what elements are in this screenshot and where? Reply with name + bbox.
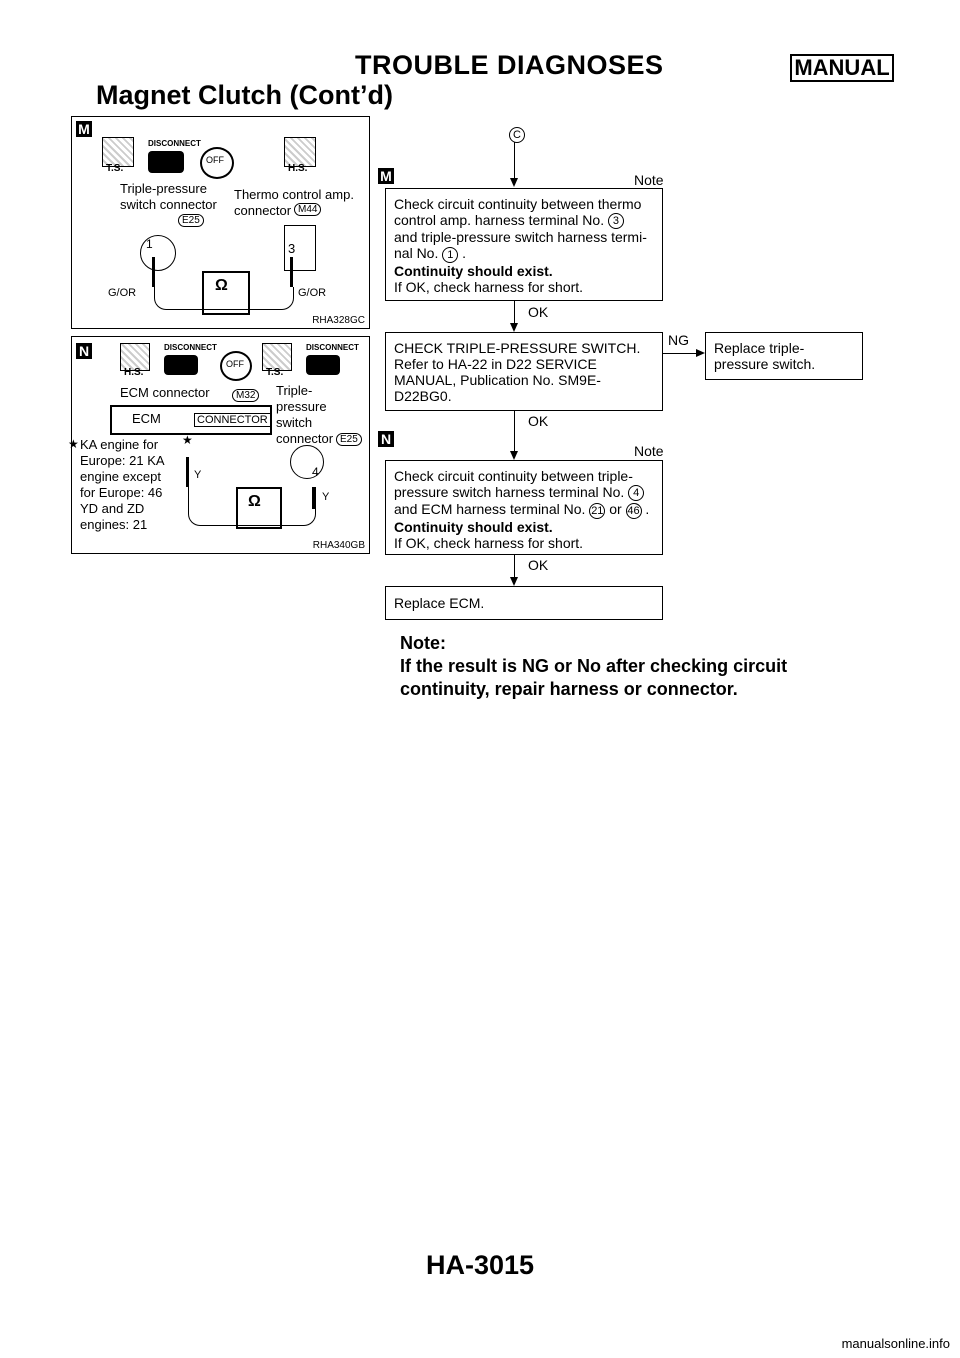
wire-left-label: Y: [194, 469, 202, 481]
star-icon-probe: ★: [182, 433, 193, 447]
figure-ecm: [68, 336, 370, 554]
connector-left-label: Triple-pressure switch connector: [120, 181, 217, 212]
star-note: KA engine for Europe: 21 KA engine except for Europe: 46 YD and ZD engines: 21: [80, 437, 164, 532]
ok-label-2: OK: [528, 413, 549, 429]
flow-box-4: Replace ECM.: [385, 586, 663, 620]
disconnect-right-label: DISCONNECT: [306, 343, 359, 352]
note-label-1: Note: [634, 172, 664, 188]
off-label: OFF: [206, 155, 224, 165]
flow-box-2: CHECK TRIPLE-PRESSURE SWITCH. Refer to HA-22 in D22 SERVICE MANUAL, Publication No. SM9E- D22BG0.: [385, 332, 663, 411]
flow-connector: [514, 555, 515, 577]
flow-connector: [663, 353, 696, 354]
ohm-symbol: Ω: [215, 277, 228, 294]
connector-plug-icon: [306, 355, 340, 375]
off-label: OFF: [226, 359, 244, 369]
triple-connector-code: E25: [336, 433, 362, 446]
page-subtitle: Magnet Clutch (Cont’d): [96, 80, 393, 110]
ok-label-1: OK: [528, 304, 549, 320]
figure-marker-n: N: [76, 343, 92, 359]
note-title: Note:: [400, 633, 446, 653]
pin-left: 1: [146, 237, 153, 251]
triple-connector-label: Triple-pressure switch connector: [276, 383, 334, 446]
ts-label: T.S.: [266, 367, 284, 378]
test-lead-wire: [188, 487, 316, 526]
ts-label: T.S.: [106, 163, 124, 174]
ohm-symbol: Ω: [248, 493, 261, 510]
connector-plug-icon: [164, 355, 198, 375]
bottom-note: [400, 632, 880, 701]
flow-marker-n: N: [378, 431, 394, 447]
figure-thermo-control: [71, 116, 370, 329]
connector-left-code: E25: [178, 214, 204, 227]
flow-marker-m: M: [378, 168, 394, 184]
hs-label: H.S.: [288, 163, 308, 174]
ecm-label: ECM: [132, 411, 161, 426]
flow-box-ng: Replace triple-pressure switch.: [705, 332, 863, 380]
wire-right-label: Y: [322, 491, 330, 503]
star-icon: ★: [68, 437, 79, 451]
flow-arrow: [696, 349, 705, 357]
figure-code: RHA340GB: [312, 540, 365, 551]
figure-marker-m: M: [76, 121, 92, 137]
probe-right: [290, 257, 293, 287]
wire-right-label: G/OR: [298, 287, 327, 299]
flow-arrow: [510, 178, 518, 187]
note-label-2: Note: [634, 443, 664, 459]
section-title: TROUBLE DIAGNOSES: [355, 50, 664, 80]
terminal-ref: 4: [628, 485, 644, 501]
footer-watermark: manualsonline.info: [841, 1336, 950, 1351]
terminal-ref: 3: [608, 213, 624, 229]
ecm-connector-label: ECM connector: [120, 385, 210, 400]
pin-right: 3: [288, 241, 296, 256]
ecm-connector-code: M32: [232, 389, 259, 402]
flow-connector: [514, 301, 515, 323]
manual-badge: MANUAL: [790, 54, 894, 82]
flow-arrow: [510, 451, 518, 460]
disconnect-label: DISCONNECT: [148, 139, 201, 148]
disconnect-left-label: DISCONNECT: [164, 343, 217, 352]
flow-connector: [514, 411, 515, 451]
probe-left: [186, 457, 189, 487]
flow-arrow: [510, 577, 518, 586]
flow-box-3: Check circuit continuity between triple- pressure switch harness terminal No. 4 and ECM harness terminal No. 21 or 46 . Continuity should exist. If OK, check harness for short.: [385, 460, 663, 555]
terminal-ref: 46: [627, 504, 640, 517]
flow-arrow: [510, 323, 518, 332]
wire-left-label: G/OR: [108, 287, 137, 299]
connector-right-label: Thermo control amp. connector: [234, 187, 354, 218]
ok-label-3: OK: [528, 557, 549, 573]
flow-box-1: Check circuit continuity between thermo control amp. harness terminal No. 3 and triple-pressure switch harness termi- nal No. 1 . Continuity should exist. If OK, check harness for short.: [385, 188, 663, 301]
test-lead-wire: [154, 287, 294, 310]
connector-plug-icon: [148, 151, 184, 173]
ecm-connector-text: CONNECTOR: [194, 413, 271, 427]
pin-right: 4: [312, 465, 319, 479]
terminal-ref: 21: [591, 504, 604, 517]
flow-connector: [514, 142, 515, 178]
terminal-ref: 1: [442, 247, 458, 263]
connector-right-code: M44: [294, 203, 321, 216]
ng-label: NG: [668, 332, 689, 348]
page-number: HA-3015: [425, 1250, 535, 1280]
hs-label: H.S.: [124, 367, 144, 378]
note-text: If the result is NG or No after checking circuit continuity, repair harness or connector.: [400, 656, 788, 699]
figure-code: RHA328GC: [312, 315, 365, 326]
flow-start-ref: C: [509, 126, 525, 144]
probe-left: [152, 257, 155, 287]
